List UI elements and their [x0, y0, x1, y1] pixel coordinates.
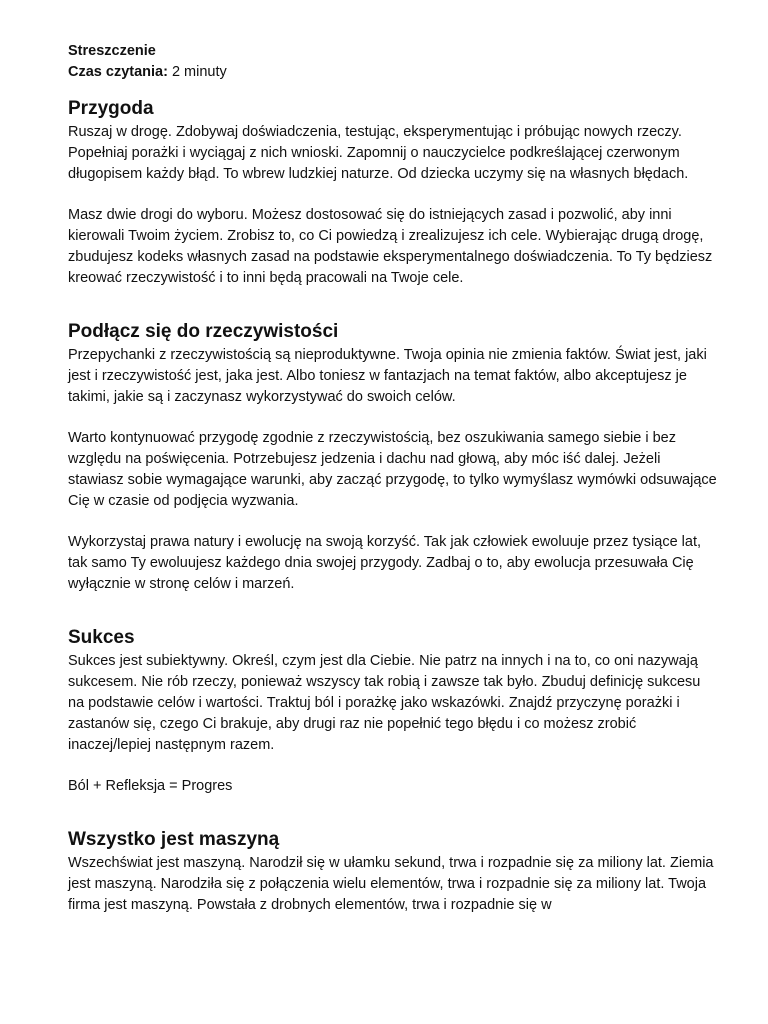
- section-heading-rzeczywistosc: Podłącz się do rzeczywistości: [68, 321, 339, 342]
- formula-line: Ból + Refleksja = Progres: [68, 778, 233, 794]
- paragraph: Wykorzystaj prawa natury i ewolucję na swoją korzyść. Tak jak człowiek ewoluuje przez tysiące lat, tak samo Ty ewoluujesz każdego dnia swojej przygody. Zadbaj o to, aby ewolucja przesuwała Cię wyłącznie w stronę celów i marzeń.: [68, 534, 702, 592]
- paragraph: Wszechświat jest maszyną. Narodził się w ułamku sekund, trwa i rozpadnie się za miliony lat. Ziemia jest maszyną. Narodziła się z połączenia wielu elementów, trwa i rozpadnie się za miliony lat. Twoja firma jest maszyną. Powstała z drobnych elementów, trwa i rozpadnie się w: [68, 855, 714, 913]
- paragraph: Przepychanki z rzeczywistością są nieproduktywne. Twoja opinia nie zmienia faktów. Świat jest, jaki jest i rzeczywistość jest, jaka jest. Albo toniesz w fantazjach na temat faktów, albo akceptujesz je takimi, jakie są i zaczynasz wykorzystywać do swoich celów.: [68, 347, 707, 405]
- paragraph: Sukces jest subiektywny. Określ, czym jest dla Ciebie. Nie patrz na innych i na to, co oni nazywają sukcesem. Nie rób rzeczy, ponieważ wszyscy tak robią i zawsze tak było. Zbuduj definicję sukcesu na podstawie celów i wartości. Traktuj ból i porażkę jako wskazówki. Znajdź przyczynę porażki i zastanów się, czego Ci brakuje, aby drugi raz nie popełnić tego błędu i co możesz zrobić inaczej/lepiej następnym razem.: [68, 653, 701, 753]
- summary-label: [68, 41, 718, 62]
- paragraph: Masz dwie drogi do wyboru. Możesz dostosować się do istniejących zasad i pozwolić, aby inni kierowali Twoim życiem. Zrobisz to, co Ci powiedzą i zrealizujesz ich cele. Wybierając drugą drogę, zbudujesz kodeks własnych zasad na podstawie eksperymentalnego doświadczenia. To Ty będziesz kreować rzeczywistość i to inni będą pracowali na Twoje cele.: [68, 207, 713, 286]
- section-heading-sukces: Sukces: [68, 627, 135, 648]
- summary-label-text: Streszczenie: [68, 43, 156, 59]
- section-heading-maszyna: Wszystko jest maszyną: [68, 829, 280, 850]
- reading-time-label: Czas czytania:: [68, 64, 168, 80]
- reading-time-line: [68, 62, 718, 83]
- paragraph: Warto kontynuować przygodę zgodnie z rzeczywistością, bez oszukiwania samego siebie i bez względu na poświęcenia. Potrzebujesz jedzenia i dachu nad głową, aby móc iść dalej. Jeżeli stawiasz sobie wymagające warunki, aby zacząć przygodę, to tylko wymyślasz wymówki odsuwające Cię w czasie od podjęcia wyzwania.: [68, 430, 717, 509]
- section-heading-przygoda: Przygoda: [68, 98, 154, 119]
- reading-time-value: 2 minuty: [167, 64, 227, 80]
- paragraph: Ruszaj w drogę. Zdobywaj doświadczenia, testując, eksperymentując i próbując nowych rzeczy. Popełniaj porażki i wyciągaj z nich wnioski. Zapomnij o nauczycielce podkreślającej czerwonym długopisem każdy błąd. To wbrew ludzkiej naturze. Od dziecka uczymy się na własnych błędach.: [68, 124, 689, 182]
- document-page: [68, 41, 718, 916]
